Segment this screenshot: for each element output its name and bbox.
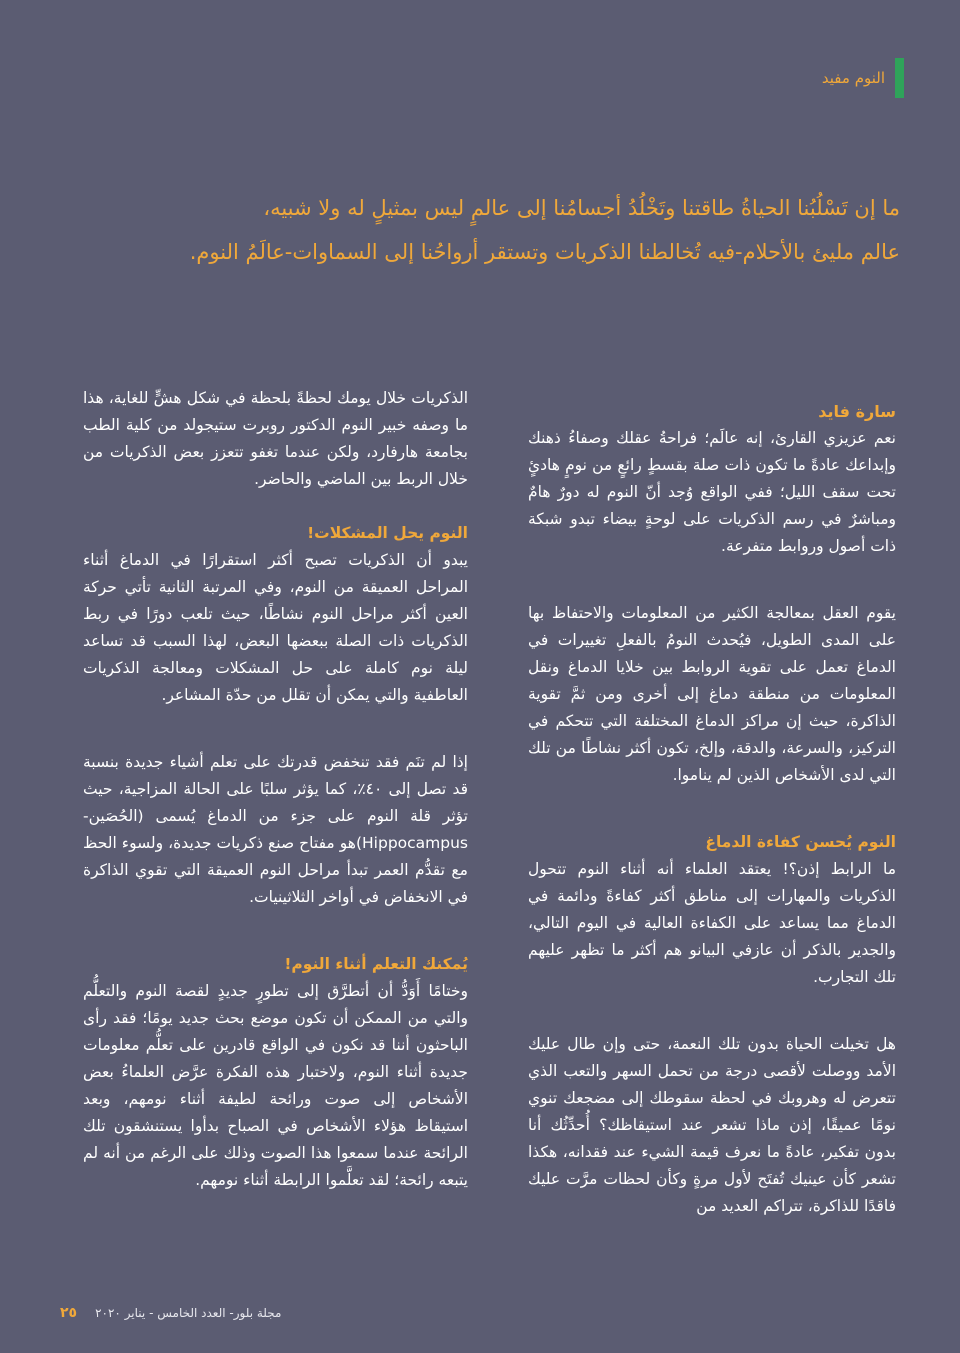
intro-line-1: ما إن تَسْلُبُنا الحياةُ طاقتنا وتَخْلُدُ أجسامُنا إلى عالمٍ ليس بمثيلٍ له ولا شبيه،	[263, 196, 900, 220]
page-footer	[60, 1305, 281, 1321]
author-name: سارة فايد	[818, 402, 896, 421]
paragraph: يبدو أن الذكريات تصبح أكثر استقرارًا في الدماغ أثناء المراحل العميقة من النوم، وفي المرتبة الثانية تأتي حركة العين أكثر مراحل النوم نشاطًا، حيث تلعب دورًا في ربط الذكريات ذات الصلة ببعضها البعض، لهذا السبب قد تساعد ليلة نوم كاملة على حل المشكلات ومعالجة الذكريات العاطفية والتي يمكن أن تقلل من حدّة المشاعر.	[83, 551, 468, 704]
page-number: ٢٥	[60, 1305, 78, 1321]
section-tag-bar	[895, 58, 904, 98]
left-column	[83, 385, 468, 1194]
section-heading: النوم يُحسن كفاءة الدماغ	[705, 833, 896, 851]
footer-text: مجلة بلور- العدد الخامس - يناير ٢٠٢٠	[95, 1306, 282, 1320]
paragraph: يقوم العقل بمعالجة الكثير من المعلومات والاحتفاظ بها على المدى الطويل، فيُحدث النومُ بالفعلِ تغييرات في الدماغ تعمل على تقوية الروابط بين خلايا الدماغ ونقل المعلومات من منطقة دماغ إلى أخرى ومن ثمَّ تقوية الذاكرة، حيث إن مراكز الدماغ المختلفة التي تتحكم في التركيز، والسرعة، والدقة، وإلخ، تكون أكثر نشاطًا من تلك التي لدى الأشخاص الذين لم يناموا.	[528, 604, 896, 784]
section-heading: يُمكنك التعلم أثناء النوم!	[284, 955, 468, 973]
paragraph: إذا لم تنَم فقد تنخفض قدرتك على تعلم أشياء جديدة بنسبة قد تصل إلى ٤٠٪، كما يؤثر سلبًا على الحالة المزاجية، حيث تؤثر قلة النوم على جزء من الدماغ يُسمى (الحُصَين- Hippocampus)هو مفتاح صنع ذكريات جديدة، ولسوء الحظ مع تقدُّم العمر تبدأ مراحل النوم العميقة التي تقوي الذاكرة في الانخفاض في أواخر الثلاثينيات.	[83, 753, 468, 906]
paragraph: نعم عزيزي القارئ، إنه عالَم؛ فراحةُ عقلك وصفاءُ ذهنك وإبداعك عادةً ما تكون ذات صلة بقسطٍ رائعٍ من نومٍ هادئٍ تحت سقف الليل؛ ففي الواقع وُجد أنّ النوم له دورٌ هامٌ ومباشرٌ في رسم الذكريات على لوحةٍ بيضاء تبدو شبكة ذات أصول وروابط متفرعة.	[528, 429, 896, 555]
right-column	[528, 398, 896, 1220]
paragraph: وختامًا أَوَدُّ أن أتطرَّق إلى تطورٍ جديدٍ لقصة النوم والتعلُّم والتي من الممكن أن تكون موضع بحث جديد يومًا؛ فقد رأى الباحثون أننا قد نكون في الواقع قادرين على تعلُّم معلومات جديدة أثناء النوم، ولاختبار هذه الفكرة عرَّض العلماءُ بعض الأشخاص إلى صوت ورائحة لطيفة أثناء نومهم، وبعد استيقاظ هؤلاء الأشخاص في الصباح بدأوا يستنشقون تلك الرائحة عندما سمعوا هذا الصوت وذلك على الرغم من أنه لم يتبعه رائحة؛ لقد تعلَّموا الرابطة أثناء نومهم.	[83, 982, 468, 1189]
paragraph: هل تخيلت الحياة بدون تلك النعمة، حتى وإن طال عليك الأمد ووصلت لأقصى درجة من تحمل السهر والتعب الذي تتعرض له وهروبك في لحظة سقوطك إلى مضجعك تنوي نومًا عميقًا، إذن ماذا تشعر عند استيقاظك؟ أُحدِّثُك أنا بدون تفكير، عادةً ما نعرف قيمة الشيء عند فقدانه، هكذا تشعر كأن عينيك تُفتَح لأول مرةٍ وكأن لحظات مرَّت عليك فاقدًا للذاكرة، تتراكم العديد من	[528, 1035, 896, 1215]
paragraph: الذكريات خلال يومك لحظةً بلحظة في شكل هشٍّ للغاية، هذا ما وصفه خبير النوم الدكتور روبرت ستيجولد من كلية الطب بجامعة هارفارد، ولكن عندما تغفو تتعزز بعض الذكريات من خلال الربط بين الماضي والحاضر.	[83, 389, 468, 488]
section-heading: النوم يحل المشكلات!	[307, 524, 468, 542]
paragraph: ما الرابط إذن؟! يعتقد العلماء أنه أثناء النوم تتحول الذكريات والمهارات إلى مناطق أكثر كفاءةً ودائمة في الدماغ مما يساعد على الكفاءة العالية في اليوم التالي، والجدير بالذكر أن عازفي البيانو هم أكثر ما تظهر عليهم تلك التجارب.	[528, 860, 896, 986]
intro-line-2: عالم مليئ بالأحلام-فيه تُخالطنا الذكريات وتستقر أرواحُنا إلى السماوات-عالَمُ النوم.	[189, 240, 900, 264]
section-tag	[822, 58, 904, 98]
section-label: النوم مفيد	[821, 69, 885, 87]
intro-quote	[80, 186, 900, 274]
